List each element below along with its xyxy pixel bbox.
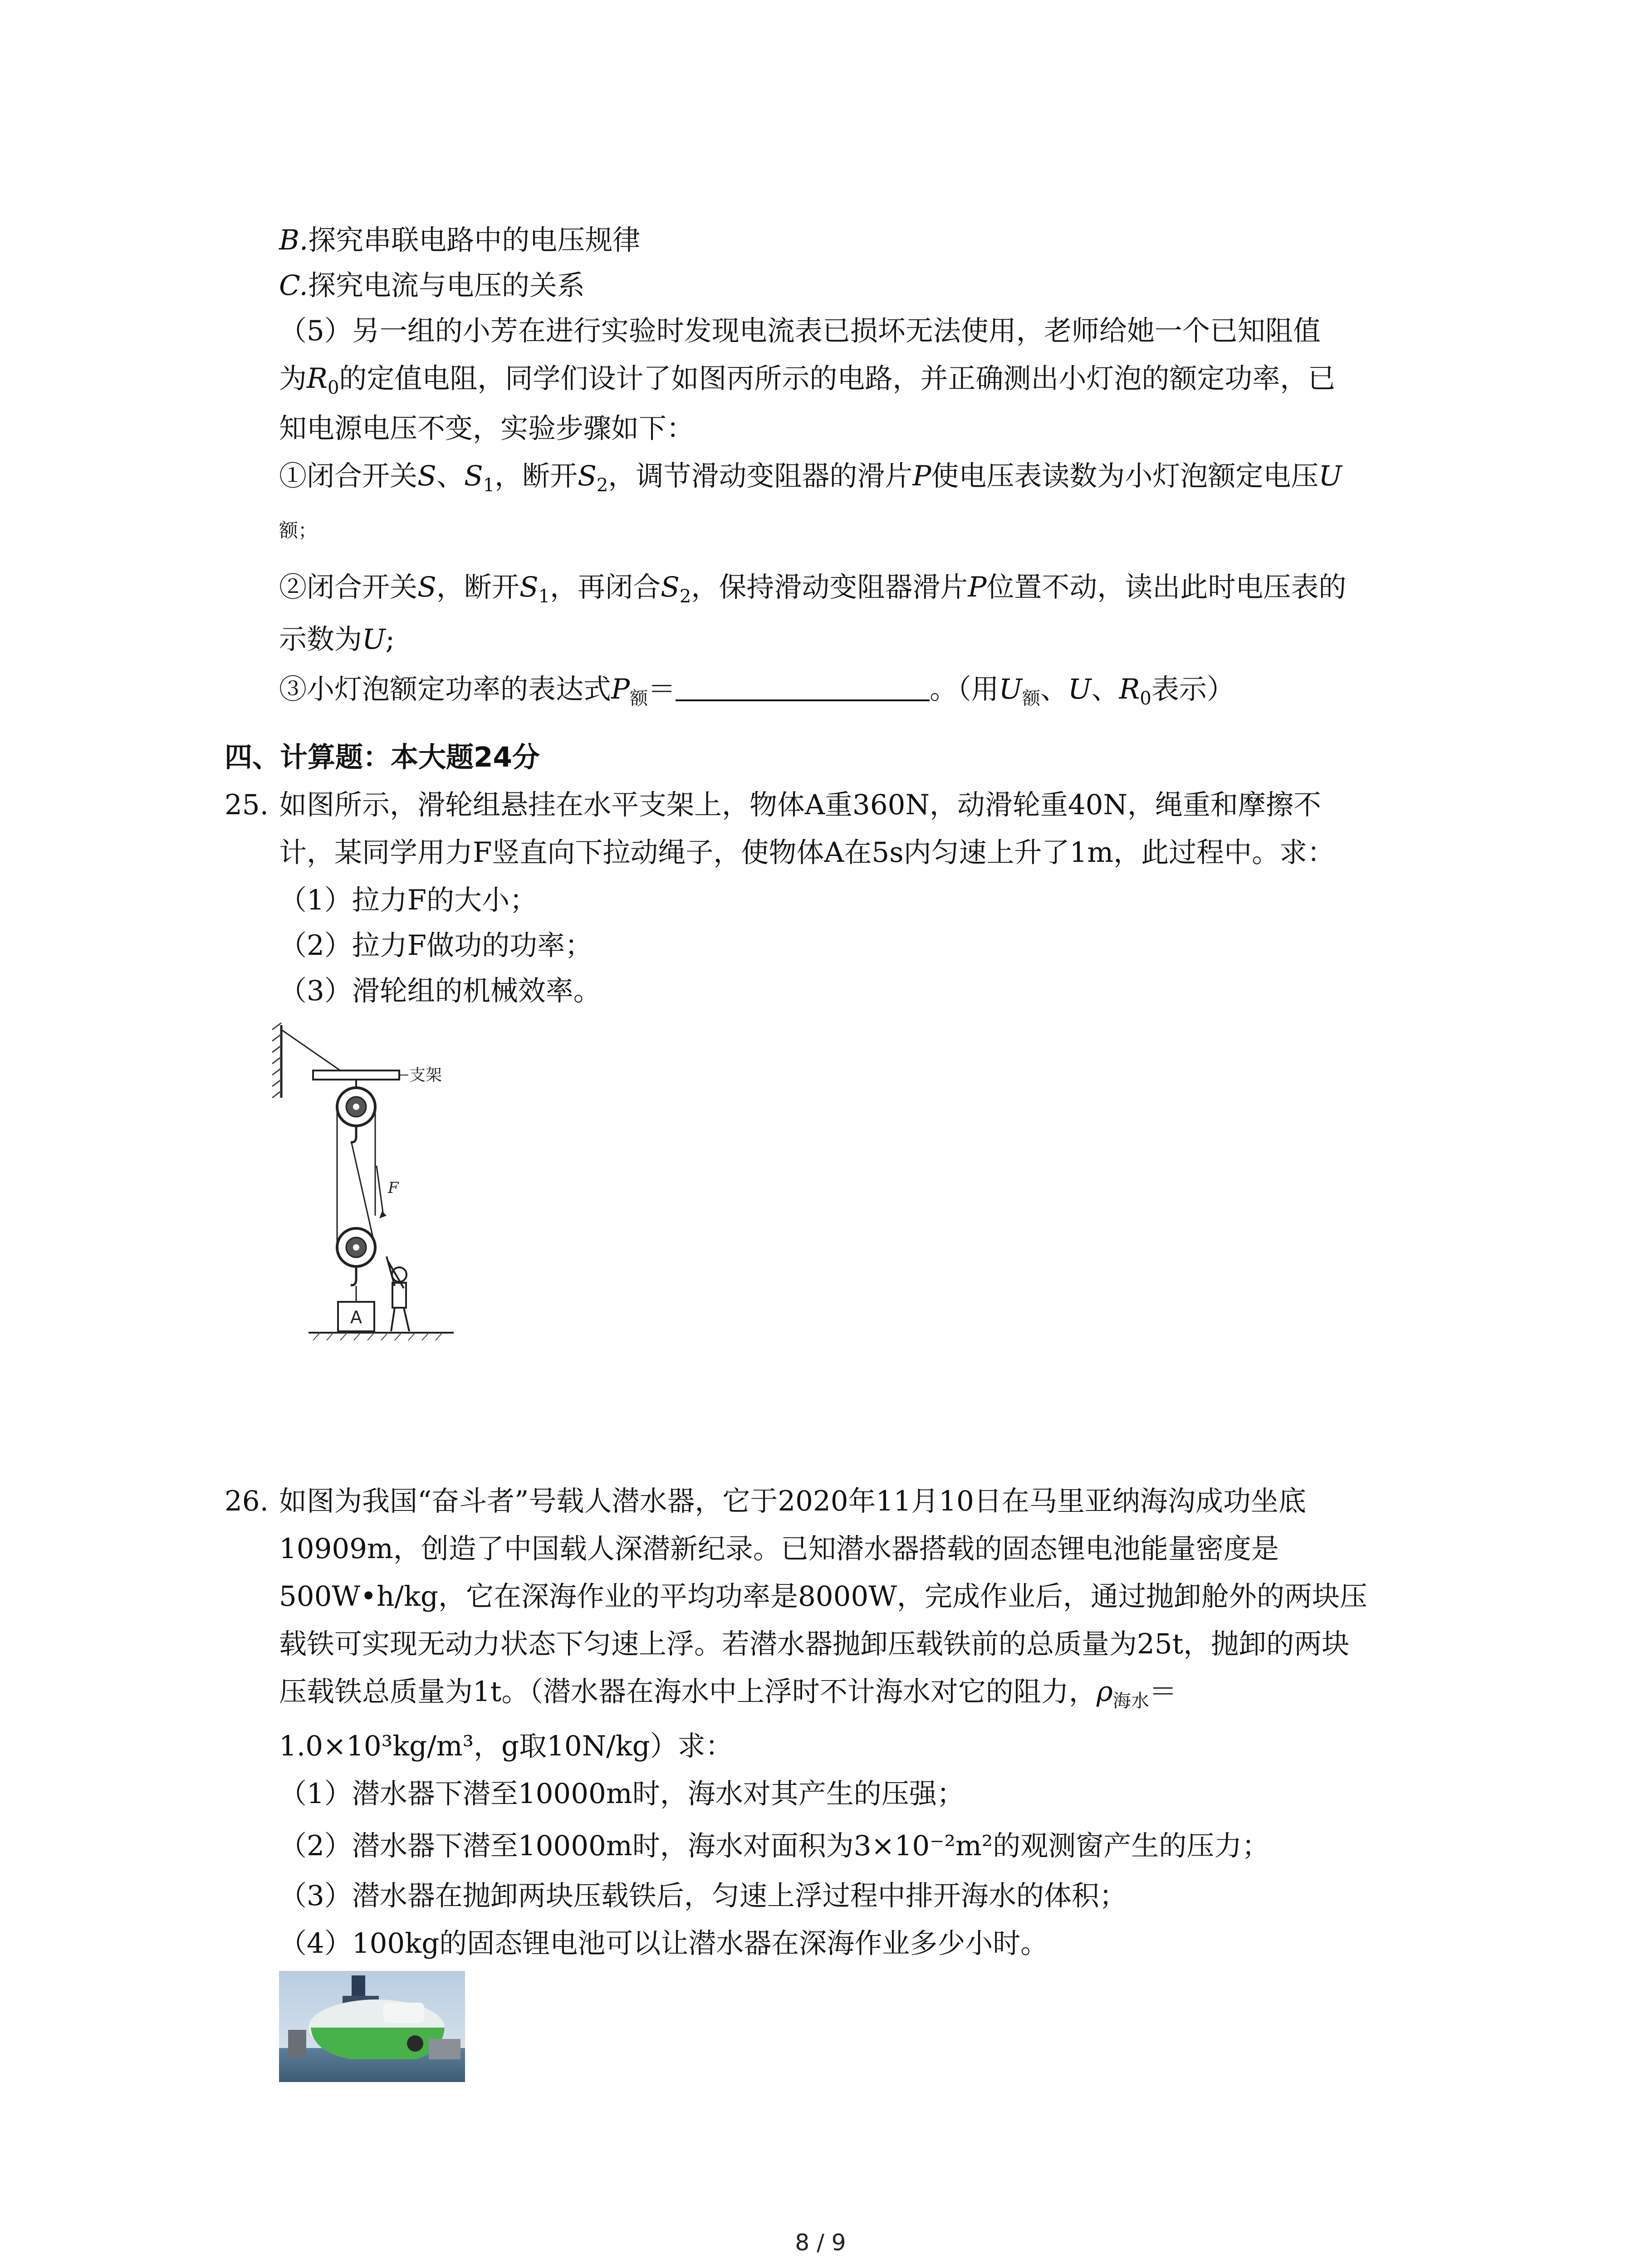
q24-part5-line3: 知电源电压不变，实验步骤如下： — [279, 412, 695, 445]
block-label: A — [350, 1307, 362, 1327]
bracket-label: 支架 — [409, 1066, 442, 1085]
q24-step2: ②闭合开关S，断开$S_1$，再闭合$S_2$，保持滑动变阻器滑片P位置不动，读出此时电压表的 — [279, 571, 1347, 607]
q24-step1-cont: 额； — [279, 519, 318, 542]
q26-line4: 载铁可实现无动力状态下匀速上浮。若潜水器抛卸压载铁前的总质量为25t，抛卸的两块 — [279, 1628, 1350, 1660]
q26-line2: 10909m，创造了中国载人深潜新纪录。已知潜水器搭载的固态锂电池能量密度是 — [279, 1533, 1279, 1565]
q26-sub4: （4）100kg的固态锂电池可以让潜水器在深海作业多少小时。 — [279, 1927, 1048, 1960]
q25-line2: 计，某同学用力F竖直向下拉动绳子，使物体A在5s内匀速上升了1m，此过程中。求： — [279, 836, 1335, 869]
q25-sub1: （1）拉力F的大小； — [279, 884, 538, 916]
q26-sub1: （1）潜水器下潜至10000m时，海水对其产生的压强； — [279, 1778, 965, 1810]
q25-sub2: （2）拉力F做功的功率； — [279, 929, 593, 962]
q24-step1: ①闭合开关S、$S_1$，断开$S_2$，调节滑动变阻器的滑片P使电压表读数为小灯泡额定电压U — [279, 460, 1342, 496]
q24-step2-cont: 示数为U; — [279, 623, 395, 655]
q26-line6: 1.0×10³kg/m³，g取10N/kg）求： — [279, 1730, 733, 1762]
q26-line1: 如图为我国“奋斗者”号载人潜水器，它于2020年11月10日在马里亚纳海沟成功坐底 — [279, 1485, 1306, 1517]
section-heading: 四、计算题：本大题24分 — [225, 741, 540, 773]
q24-part5-line1: （5）另一组的小芳在进行实验时发现电流表已损坏无法使用，老师给她一个已知阻值 — [279, 315, 1321, 347]
bracket-bar — [313, 1070, 399, 1080]
q26-line3: 500W•h/kg，它在深海作业的平均功率是8000W，完成作业后，通过抛卸舱外的两块压 — [279, 1580, 1367, 1613]
submersible-photo — [279, 1971, 465, 2082]
page-number: 8 / 9 — [795, 2229, 846, 2256]
q26-line5: 压载铁总质量为1t。（潜水器在海水中上浮时不计海水对它的阻力，$\rho_{海水}=$ — [279, 1676, 1177, 1712]
answer-blank[interactable] — [676, 674, 930, 701]
q25-line1: 如图所示，滑轮组悬挂在水平支架上，物体A重360N，动滑轮重40N，绳重和摩擦不 — [279, 789, 1321, 821]
pulley-figure — [263, 1021, 472, 1347]
q26-sub3: （3）潜水器在抛卸两块压载铁后，匀速上浮过程中排开海水的体积； — [279, 1880, 1127, 1912]
force-label: F — [388, 1179, 399, 1197]
q25-sub3: （3）滑轮组的机械效率。 — [279, 975, 601, 1007]
option-c: C.探究电流与电压的关系 — [279, 269, 585, 302]
q26-sub2: （2）潜水器下潜至10000m时，海水对面积为3×10⁻²m²的观测窗产生的压力； — [279, 1830, 1270, 1862]
wall-hatching — [272, 1023, 281, 1098]
q25-number: 25. — [225, 789, 269, 821]
option-b: B.探究串联电路中的电压规律 — [279, 224, 641, 256]
q26-number: 26. — [225, 1485, 269, 1517]
q24-part5-line2: 为$R_0$的定值电阻，同学们设计了如图丙所示的电路，并正确测出小灯泡的额定功率，已 — [279, 362, 1336, 399]
person-pulling — [387, 1256, 409, 1331]
q24-step3: ③小灯泡额定功率的表达式$P_额=$ 。（用$U_额$、U、$R_0$表示） — [279, 673, 1234, 709]
